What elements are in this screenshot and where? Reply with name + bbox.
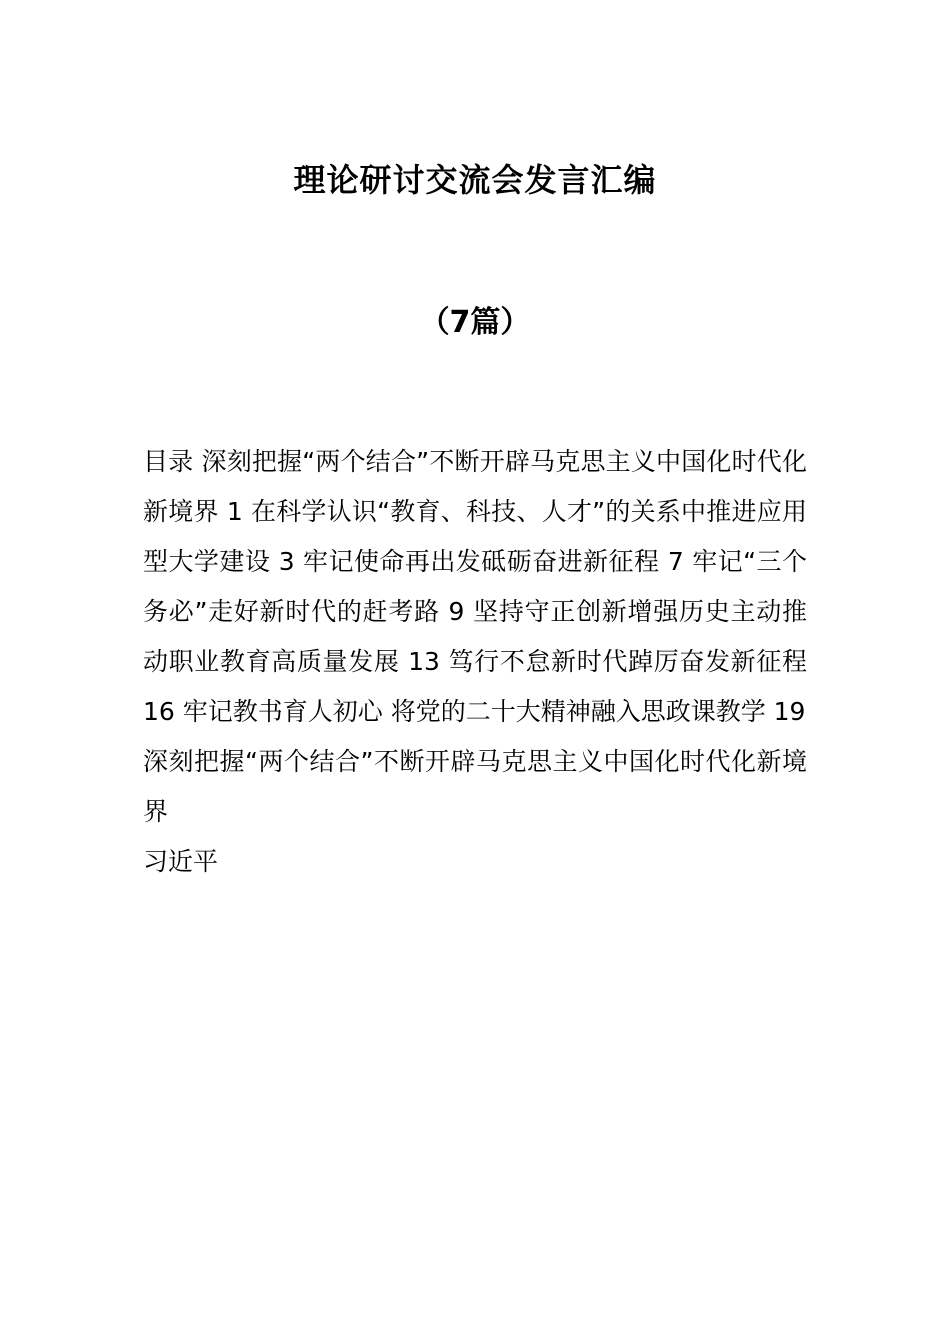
document-body <box>143 437 807 887</box>
document-title: 理论研讨交流会发言汇编 <box>293 161 657 199</box>
table-of-contents: 目录 深刻把握“两个结合”不断开辟马克思主义中国化时代化新境界 1 在科学认识“教育、科技、人才”的关系中推进应用型大学建设 3 牢记使命再出发砥砺奋进新征程 7 牢记“三个务必”走好新时代的赶考路 9 坚持守正创新增强历史主动推动职业教育高质量发展 13 笃行不怠新时代踔厉奋发新征程 16 牢记教书育人初心 将党的二十大精神融入思政课教学 19 <box>143 447 807 726</box>
author: 习近平 <box>143 847 219 876</box>
article-title: 深刻把握“两个结合”不断开辟马克思主义中国化时代化新境界 <box>143 747 807 826</box>
document-subtitle: （7篇） <box>419 305 531 340</box>
